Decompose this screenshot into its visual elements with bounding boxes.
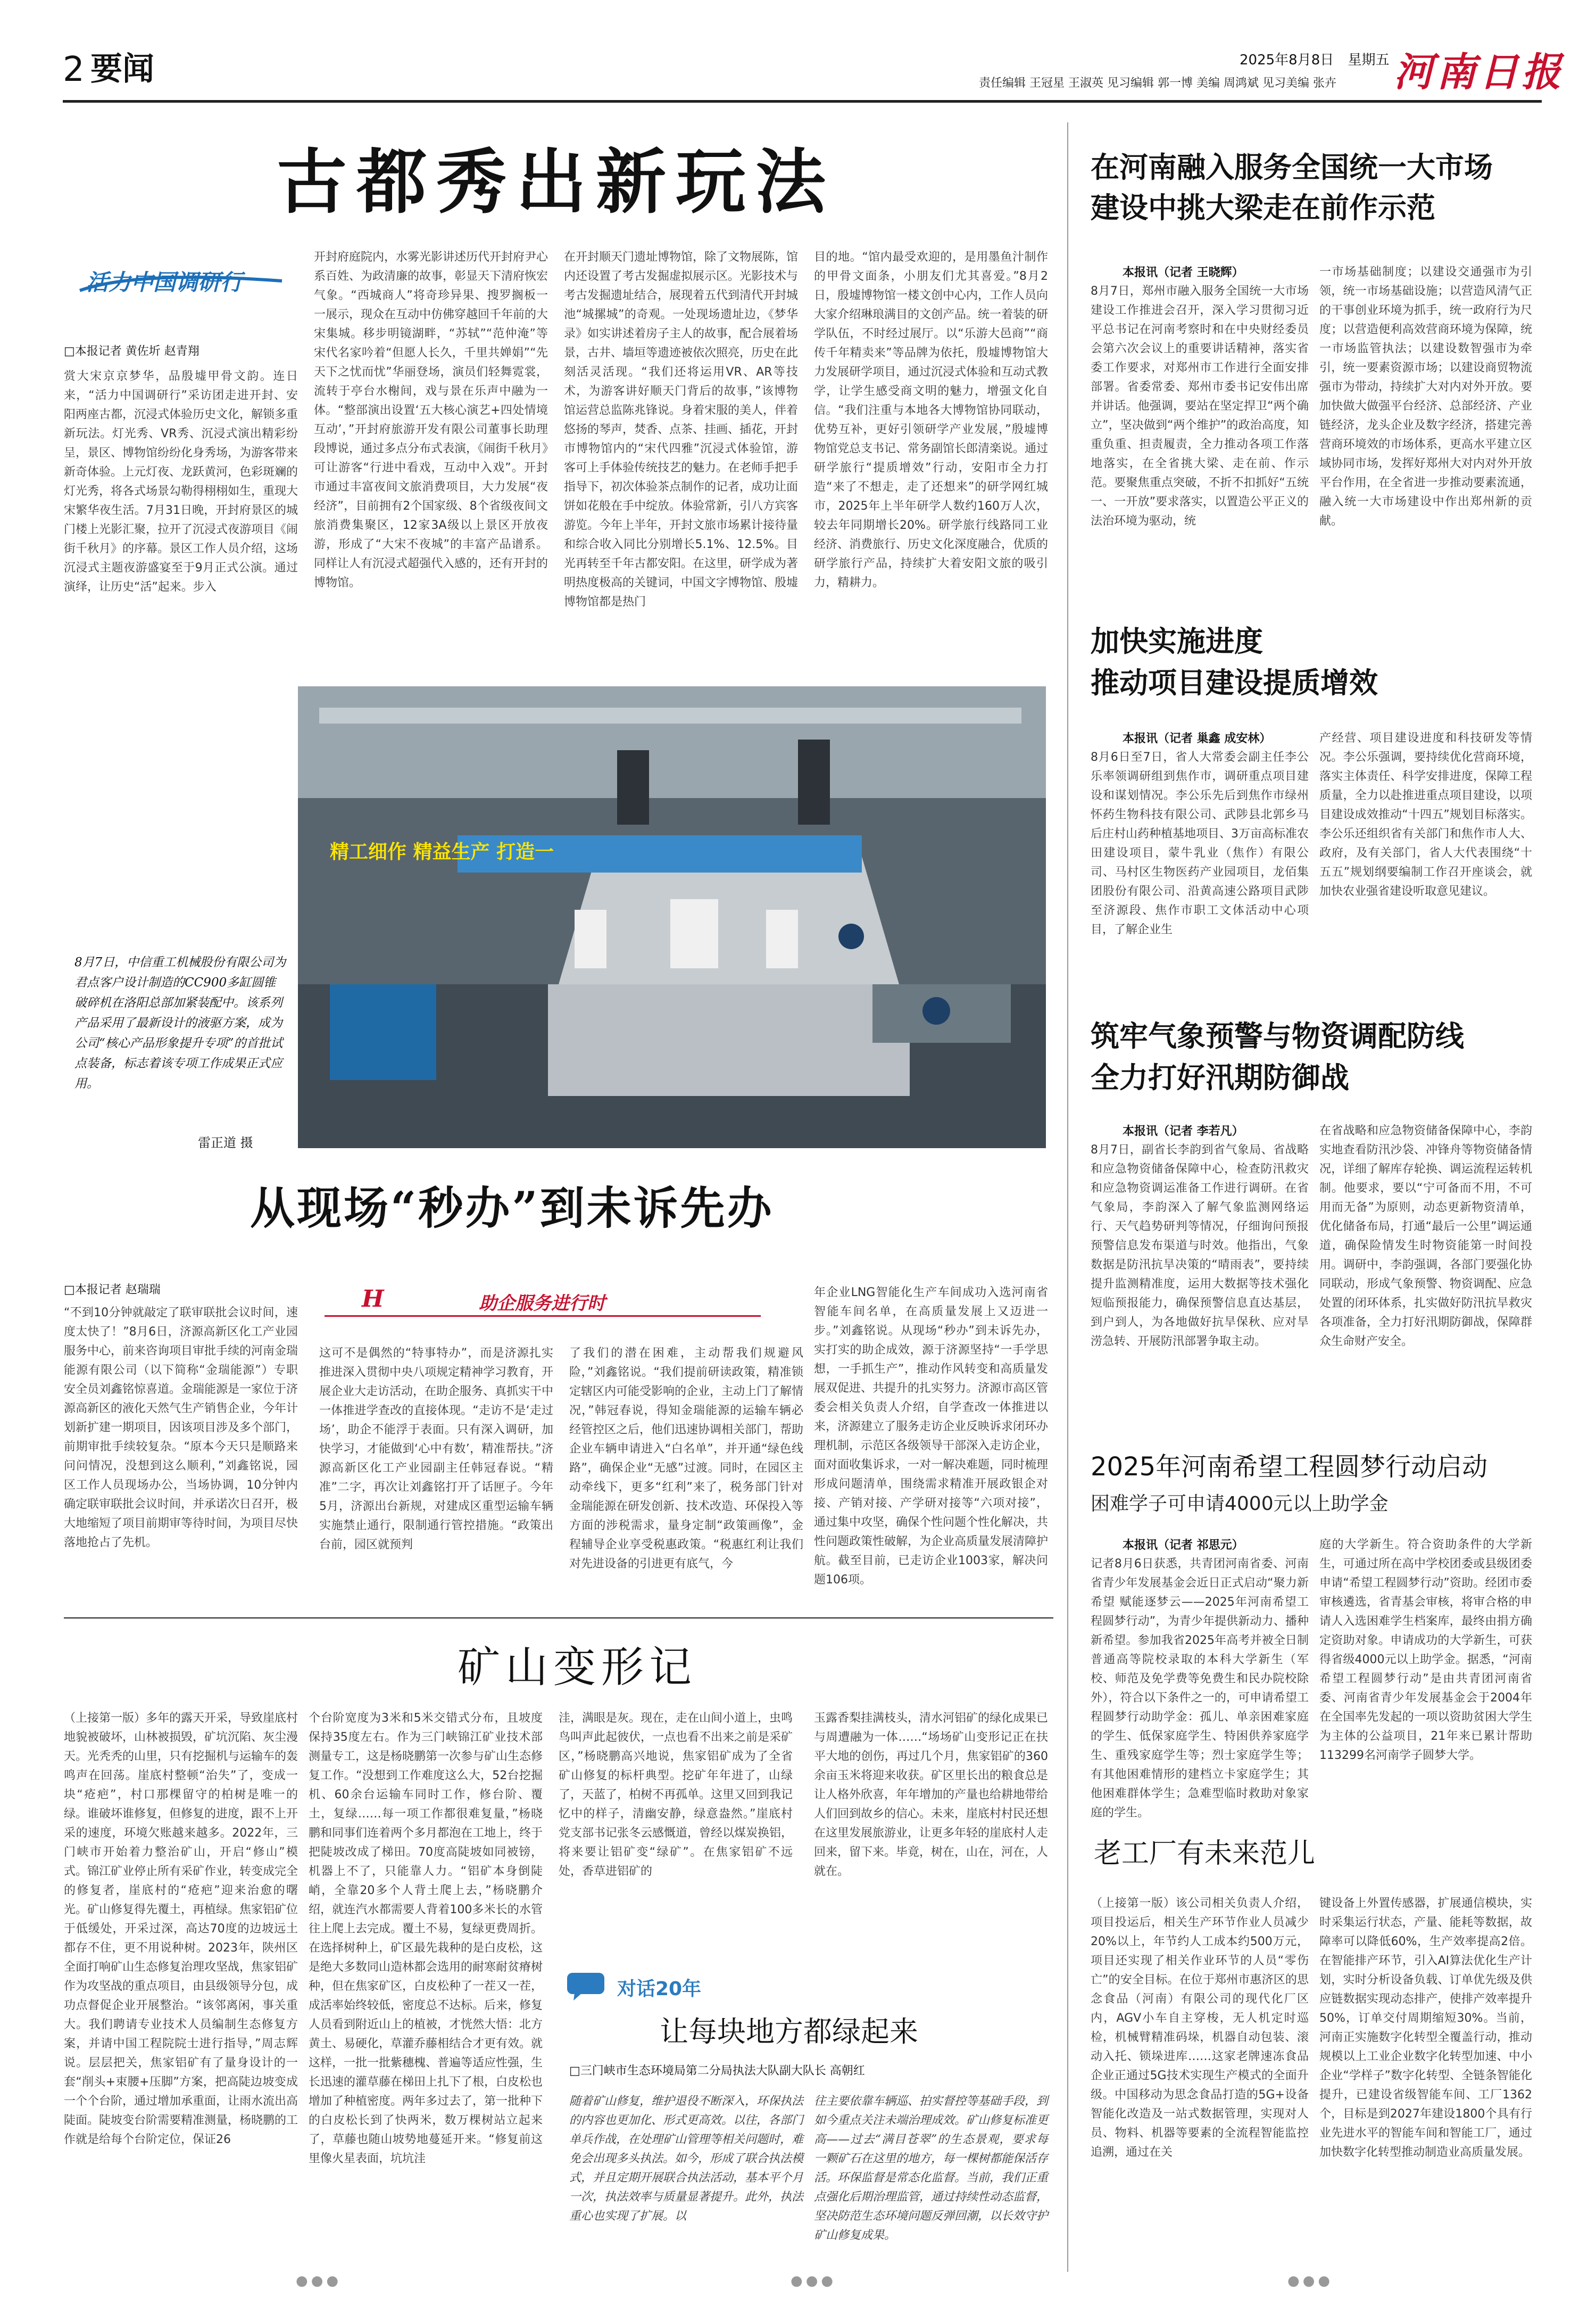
editor-credits: 责任编辑 王冠星 王淑英 见习编辑 郭一博 美编 周鸿斌 见习美编 张卉 xyxy=(979,77,1336,90)
footer-dot: ● xyxy=(311,2273,327,2289)
dialogue-headline: 让每块地方都绿起来 xyxy=(660,2015,918,2048)
story2-column-4: 年企业LNG智能化生产车间成功入选河南省智能车间名单，在高质量发展上又迈进一步。”刘鑫铭说。从现场“秒办”到未诉先办，实打实的助企成效，源于济源坚持“一手学思想，一手抓生产”，推动作风转变和高质量发展双促进、共提升的扎实努力。济源市高区管委会相关负责人介绍，自学查改一体推进以来，济源建立了服务走访企业反映诉求闭环办理机制，示范区各级领导干部深入走访企业，面对面收集诉求，一对一解决难题，同时梳理形成问题清单，围绕需求精准开展政银企对接、产销对接、产学研对接等“六项对接”，通过集中攻坚，确保个性问题个性化解决，共性问题政策性破解，为企业高质量发展清障护航。截至目前，已走访企业1003家，解决问题106项。 xyxy=(814,1286,1049,1587)
machine-illustration xyxy=(298,686,1046,1148)
date-text: 2025年8月8日 xyxy=(1240,52,1334,68)
side4-subheadline: 困难学子可申请4000元以上助学金 xyxy=(1091,1493,1389,1515)
side5-column-2: 键设备上外置传感器，扩展通信模块，实时采集运行状态，产量、能耗等数据，故障率可以降低60%，生产效率提高2倍。在智能排产环节，引入AI算法优化生产计划，实时分析设备负载、订单优先级及供应链数据实现动态排产，使排产效率提升50%，订单交付周期缩短30%。当前，河南正实施数字化转型全覆盖行动，推动规模以上工业企业数字化转型加速、中小企业“学样子”数字化转型、全链条智能化提升，已建设省级智能车间、工厂1362个，目标是到2027年建设1800个具有行业先进水平的智能车间和智能工厂，通过加快数字化转型推动制造业高质量发展。 xyxy=(1319,1897,1532,2159)
paper-logo: 河南日报 xyxy=(1394,49,1564,95)
footer-dot: ● xyxy=(296,2273,311,2289)
lead-headline: 古都秀出新玩法 xyxy=(277,141,835,223)
side2-headline-line2: 推动项目建设提质增效 xyxy=(1091,666,1378,700)
lead-byline: □本报记者 黄佐圻 赵青翔 xyxy=(64,345,200,358)
side2-headline-line1: 加快实施进度 xyxy=(1091,625,1263,658)
footer-dot: ● xyxy=(1318,2273,1334,2289)
side1-headline-line2: 建设中挑大梁走在前作示范 xyxy=(1091,191,1435,225)
story3-headline: 矿山变形记 xyxy=(458,1642,697,1692)
photo-credit: 雷正道 摄 xyxy=(198,1135,253,1150)
lead-column-2: 开封府庭院内，水雾光影讲述历代开封府尹心系百姓、为政清廉的故事，彰显天下清府恢宏气象。“西城商人”将奇珍异果、搜罗搁板一一展示，现众在互动中仿佛穿越回千年前的大宋集城。移步明镜湖畔，“苏轼”“范仲淹”等宋代名家吟着“但愿人长久，千里共婵娟”“先天下之忧而忧”华丽登场，演员们轻舞霓裳，流转于亭台水榭间，戏与景在乐声中融为一体。“整部演出设置‘五大核心演艺+四处情境互动’，”开封府旅游开发有限公司董事长助理段博说，通过多点分布式表演，《闹街千秋月》可让游客“行进中看戏，互动中入戏”。开封市通过丰富夜间文旅消费项目，大力发展“夜经济”，目前拥有2个国家级、8个省级夜间文旅消费集聚区，12家3A级以上景区开放夜游，形成了“大宋不夜城”的丰富产品谱系。同样让人有沉浸式超强代入感的，还有开封的博物馆。 xyxy=(314,251,548,590)
footer-dot-left-group xyxy=(296,2273,342,2289)
section-label: 要闻 xyxy=(90,51,154,88)
story3-column-4: 玉露香梨挂满枝头，清水河铝矿的绿化成果已与周遭融为一体……“场场矿山变形记正在扶平大地的创伤，再过几个月，焦家铝矿的360余亩玉米将迎来收获。矿区里长出的粮食总是让人格外欣喜，年年增加的产量也给耕地带给人们回到故乡的信心。未来，崖底村村民还想在这里发展旅游业，让更多年轻的崖底村人走回来，留下来。毕竟，树在，山在，河在，人就在。 xyxy=(814,1712,1049,1878)
side1-column-1: 8月7日，郑州市融入服务全国统一大市场建设工作推进会召开，深入学习贯彻习近平总书记在河南考察时和在中央财经委员会第六次会议上的重要讲话精神，落实省委工作要求，对郑州市工作进行全面安排部署。省委常委、郑州市委书记安伟出席并讲话。他强调，要站在坚定捍卫“两个确立”，坚决做到“两个维护”的政治高度，知重负重、担责履责，全力推动各项工作落地落实，在全省挑大梁、走在前、作示范。要聚焦重点突破，不折不扣抓好“五统一、一开放”要求落实，以置造公平正义的法治环境为驱动，统 xyxy=(1091,285,1309,528)
story3-column-1: （上接第一版）多年的露天开采，导致崖底村地貌被破坏，山林被损毁，矿坑沉陷、灰尘漫天。光秃秃的山里，只有挖掘机与运输车的轰鸣声在回荡。崖底村整顿“治失”了，变成一块“疮疤”，村口那棵留守的柏树是唯一的绿。谁破坏谁修复，但修复的进度，跟不上开采的速度，环境欠账越来越多。2022年，三门峡市开始着力整治矿山，开启“修山”模式。锦江矿业停止所有采矿作业，转变成完全的修复者，崖底村的“疮疤”迎来治愈的曙光。矿山修复得先覆土，再植绿。焦家铝矿位于低缓处，开采过深，高达70度的边坡远土都存不住，更不用说种树。2023年，陕州区全面打响矿山生态修复治理攻坚战，焦家铝矿作为攻坚战的重点项目，由县级领导分包，成功点督促企业开展整治。“该邻离闲，事关重大。我们聘请专业技术人员编制生态修复方案，并请中国工程院院士进行指导，”周志辉说。层层把关，焦家铝矿有了量身设计的一套“削头+束腰+压脚”方案，把高陡边坡变成一个个台阶，通过增加承重面，让雨水流出高陡面。陡坡变台阶需要精准测量，杨晓鹏的工作就是给每个台阶定位，保证26 xyxy=(64,1712,298,2146)
footer-dot-right-group xyxy=(1287,2273,1333,2289)
story2-headline: 从现场“秒办”到未诉先办 xyxy=(250,1182,774,1234)
h-letter-icon: H xyxy=(362,1285,384,1313)
footer-dot: ● xyxy=(1287,2273,1303,2289)
side4-column-1: 记者8月6日获悉，共青团河南省委、河南省青少年发展基金会近日正式启动“聚力新希望 赋能逐梦云——2025年河南希望工程圆梦行动”，为青少年提供新动力、播种新希望。参加我省2025年高考并被全日制普通高等院校录取的本科大学新生（军校、师范及免学费等免费生和民办院校除外），符合以下条件之一的，可申请希望工程圆梦行动助学金：孤儿、单亲困难家庭的学生、低保家庭学生、特困供养家庭学生、重残家庭学生等；烈士家庭学生等；有其他困难情形的建档立卡家庭学生；其他困难群体学生；急难型临时救助对象家庭的学生。 xyxy=(1091,1557,1309,1820)
photo-banner: 精工细作 精益生产 打造一 xyxy=(330,841,554,863)
photo-frame xyxy=(298,686,1046,1148)
side3-column-2: 在省战略和应急物资储备保障中心，李韵实地查看防汛沙袋、冲锋舟等物资储备情况，详细了解库存轮换、调运流程运转机制。他要求，要以“宁可备而不用，不可用而无备”为原则，动态更新物资清单，优化储备布局，打通“最后一公里”调运通道，确保险情发生时物资能第一时间投用。调研中，李韵强调，各部门要强化协同联动，形成气象预警、物资调配、应急处置的闭环体系，扎实做好防汛抗旱救灾各项准备，全力打好汛期防御战，保障群众生命财产安全。 xyxy=(1319,1124,1532,1348)
story2-column-2: 这可不是偶然的“特事特办”，而是济源扎实推进深入贯彻中央八项规定精神学习教育，开展企业大走访活动，在助企服务、真抓实干中一体推进学查改的直接体现。“走访不是‘走过场’，助企不能浮于表面。只有深入调研，加快学习，才能做到‘心中有数’，精准帮扶。”济源高新区化工产业园副主任韩冠春说。“精准”二字，再次让刘鑫铭打开了话匣子。今年5月，济源出台新规，对建成区重型运输车辆实施禁止通行，限制通行管控措施。“政策出台前，园区就预判 xyxy=(319,1347,554,1551)
side1-column-2: 一市场基础制度；以建设交通强市为引领，统一市场基础设施；以营造风清气正的干事创业环境为抓手，统一政府行为尺度；以营造便利高效营商环境为保障，统一市场监管执法；以建设数智强市为牵引，统一要素资源市场；以建设商贸物流强市为带动，持续扩大对内对外开放。要加快做大做强平台经济、总部经济、产业链经济，龙头企业及数字经济，搭建完善营商环境效的市场体系，更高水平建立区域协同市场，发挥好郑州大对内对外开放平台作用，在全省进一步推动要素流通，融入统一大市场建设中作出郑州新的贡献。 xyxy=(1319,265,1532,528)
side4-column-2: 庭的大学新生。符合资助条件的大学新生，可通过所在高中学校团委或县级团委申请“希望工程圆梦行动”资助。经团市委审核遴选，省青基会审核，将审合格的申请人入选困难学生档案库，最终由捐方确定资助对象。申请成功的大学新生，可获得省级4000元以上助学金。据悉，“河南希望工程圆梦行动”是由共青团河南省委、河南省青少年发展基金会于2004年在全国率先发起的一项以资助贫困大学生为主体的公益项目，21年来已累计帮助113299名河南学子圆梦大学。 xyxy=(1319,1538,1532,1762)
side2-column-1: 8月6日至7日，省人大常委会副主任李公乐率领调研组到焦作市，调研重点项目建设和谋划情况。李公乐先后到焦作市绿州怀药生物科技有限公司、武陟县北郭乡马后庄村山药种植基地项目、3万亩高标准农田建设项目，蒙牛乳业（焦作）有限公司、马村区生物医药产业园项目，龙佰集团股份有限公司、沿黄高速公路项目武陟至济源段、焦作市职工文体活动中心项目，了解企业生 xyxy=(1091,751,1309,936)
dialogue-column-1: 随着矿山修复，维护退役不断深入，环保执法的内容也更加化、形式更高效。以往，各部门单兵作战，在处理矿山管理等相关问题时，难免会出现多头执法。如今，形成了联合执法模式，并且定期开展联合执法活动，基本平个月一次，执法效率与质量显著提升。此外，执法重心也实现了扩展。以 xyxy=(569,2095,804,2223)
service-column-logo xyxy=(325,1283,761,1317)
column-logo-text: 活力中国调研行 xyxy=(86,269,243,295)
service-logo-text: 助企服务进行时 xyxy=(479,1293,605,1314)
side2-byline: 本报讯（记者 巢鑫 成安林） xyxy=(1123,732,1271,745)
side4-headline: 2025年河南希望工程圆梦行动启动 xyxy=(1091,1452,1488,1482)
issue-date xyxy=(1240,51,1390,69)
story2-bottom-rule xyxy=(64,1617,1053,1618)
side3-column-1: 8月7日，副省长李韵到省气象局、省战略和应急物资储备保障中心，检查防汛救灾和应急物资调运准备工作进行调研。在省气象局，李韵深入了解气象监测网络运行、天气趋势研判等情况，仔细询问预报预警信息发布渠道与时效。他指出，气象数据是防汛抗旱决策的“晴雨表”，要持续提升监测精准度，运用大数据等技术强化短临预报能力，确保预警信息直达基层，到户到人，为各地做好抗旱保秋、应对旱涝急转、开展防汛部署争取主动。 xyxy=(1091,1143,1309,1348)
footer-dot: ● xyxy=(791,2273,806,2289)
footer-dot: ● xyxy=(821,2273,837,2289)
side4-byline: 本报讯（记者 祁思元） xyxy=(1123,1539,1244,1552)
dialogue-logo xyxy=(564,1969,787,2003)
column-logo-research xyxy=(74,260,287,301)
side3-headline-line1: 筑牢气象预警与物资调配防线 xyxy=(1091,1019,1464,1053)
dialogue-logo-text: 对话20年 xyxy=(617,1978,702,2000)
story2-column-1: “不到10分钟就敲定了联审联批会议时间，速度太快了！”8月6日，济源高新区化工产业园服务中心，前来咨询项目审批手续的河南金瑞能源有限公司（以下简称“金瑞能源”）专职安全员刘鑫铭惊喜道。金瑞能源是一家位于济源高新区的液化天然气生产销售企业，今年计划新扩建一期项目，因该项目涉及多个部门，前期审批手续较复杂。“原本今天只是顺路来问问情况，没想到这么顺利，”刘鑫铭说，园区工作人员现场办公，当场协调，10分钟内确定联审联批会议时间，并承诺次日召开，极大地缩短了项目前期审等待时间，为项目尽快落地抢占了先机。 xyxy=(64,1306,298,1549)
side5-column-1: （上接第一版）该公司相关负责人介绍，项目投运后，相关生产环节作业人员减少20%以上，年节约人工成本约500万元，项目还实现了相关作业环节的人员“零伤亡”的安全目标。在位于郑州市惠济区的思念食品（河南）有限公司的现代化厂区内，AGV小车自主穿梭，无人机定时巡检，机械臂精准码垛，机器自动包装、滚动入托、锁垛进库……这家老牌速冻食品企业正通过5G技术实现生产模式的全面升级。中国移动为思念食品打造的5G+设备智能化改造及一站式数据管理，实现对人员、物料、机器等要素的全流程智能监控追溯，通过在关 xyxy=(1091,1897,1309,2159)
footer-dot-center-group xyxy=(791,2273,836,2289)
footer-dot: ● xyxy=(1302,2273,1318,2289)
lead-column-1: 赏大宋京京梦华，品殷墟甲骨文韵。连日来，“活力中国调研行”采访团走进开封、安阳两座古都，沉浸式体验历史文化，解锁多重新玩法。灯光秀、VR秀、沉浸式演出精彩纷呈，景区、博物馆纷纷化身秀场，为游客带来新奇体验。上元灯夜、龙跃黄河，色彩斑斓的灯光秀，将各式场景勾勒得栩栩如生，重现大宋繁华夜生活。7月31日晚，开封府景区的城门楼上光影汇聚，拉开了沉浸式夜游项目《闹街千秋月》的序幕。景区工作人员介绍，这场沉浸式主题夜游盛宴至于9月正式公演。通过演绎，让历史“活”起来。步入 xyxy=(64,370,298,594)
side2-column-2: 产经营、项目建设进度和科技研发等情况。李公乐强调，要持续优化营商环境，落实主体责任、科学安排进度，保障工程质量，全力以赴推进重点项目建设，以项目建设成效推动“十四五”规划目标落实。李公乐还组织省有关部门和焦作市人大、政府，及有关部门，省人大代表围绕“十五五”规划纲要编制工作召开座谈会，就加快农业强省建设听取意见建议。 xyxy=(1319,732,1532,898)
side3-headline-line2: 全力打好汛期防御战 xyxy=(1091,1061,1349,1094)
masthead-rule xyxy=(63,100,1542,103)
lead-column-4: 目的地。“馆内最受欢迎的，是用墨鱼汁制作的甲骨文面条，小朋友们尤其喜爱。”8月2日，殷墟博物馆一楼文创中心内，工作人员向大家介绍琳琅满目的文创产品。统一着装的研学队伍，不时经过展厅。以“乐游大邑商”“商传千年精卖来”等品牌为依托，殷墟博物馆大力发展研学项目，通过沉浸式体验和互动式教学，让学生感受商文明的魅力，增强文化自信。“我们注重与本地各大博物馆协同联动，优势互补，更好引领研学产业发展，”殷墟博物馆党总支书记、常务副馆长郎清楽说。通过研学旅行“提质增效”行动，安阳市全力打造“来了不想走，走了还想来”的研学网红城市，2025年上半年研学人数约160万人次，较去年同期增长20%。研学旅行线路同工业经济、消费旅行、历史文化深度融合，优质的研学旅行产品，持续扩大着安阳文旅的吸引力，精耕力。 xyxy=(814,251,1049,590)
side5-headline: 老工厂有未来范儿 xyxy=(1094,1838,1316,1870)
story3-column-2: 个台阶宽度为3米和5米交错式分布，且坡度保持35度左右。作为三门峡锦江矿业技术部测量专工，这是杨晓鹏第一次参与矿山生态修复工作。“没想到工作难度这么大，52台挖掘机、60余台运输车同时工作，修台阶、覆土，复绿……每一项工作都很难复量，”杨晓鹏和同事们连着两个多月都泡在工地上，终于把陡坡改成了梯田。70度高陡坡如同被镑，机器上不了，只能靠人力。“铝矿本身倒陡峭，全靠20多个人背土爬上去，”杨晓鹏介绍，就连汽水都需要人背着100多米长的水管往上爬上去完成。覆土不易，复绿更费周折。在选择树种上，矿区最先栽种的是白皮松，这是绝大多数同山造林都会选用的耐寒耐贫瘠树种，但在焦家矿区，白皮松种了一茬又一茬，成活率始终较低，密度总不达标。后来，修复人员看到附近山上的植被，才恍然大悟：北方黄土、易硬化，草灌乔藤相结合才更有效。就这样，一批一批紫穗槐、普遍等适应性强，生长迅速的灌草藤在梯田上扎下了根，白皮松也增加了种植密度。两年多过去了，第一批种下的白皮松长到了快两米，数万棵树站立起来了，草藤也随山坡势地蔓延开来。“修复前这里像火星表面，坑坑洼 xyxy=(309,1712,543,2165)
side1-byline: 本报讯（记者 王晓辉） xyxy=(1123,266,1244,279)
right-column-divider xyxy=(1067,122,1068,2272)
footer-dot: ● xyxy=(326,2273,342,2289)
footer-dot: ● xyxy=(805,2273,821,2289)
dialogue-column-2: 往主要依靠车辆巡、拍实督控等基础手段，到如今重点关注未端治理成效。矿山修复标准更高——过去“满目苍翠”的生态景观，要求每一颗矿石在这里的地方，每一棵树都能保活存活。环保监督是常态化监督。当前，我们正重点强化后期治理监管，通过持续性动态监督，坚决防范生态环境问题反弹回潮，以长效守护矿山修复成果。 xyxy=(814,2095,1049,2242)
lead-column-3: 在开封顺天门遗址博物馆，除了文物展陈，馆内还设置了考古发掘虚拟展示区。光影技术与考古发掘遗址结合，展现着五代到清代开封城池“城摞城”的奇观。一处现场遗址边，《梦华录》如实讲述着房子主人的故事，配合展着场景，古井、墙垣等遗迹被依次照亮，历史在此刻活灵活现。“我们还将运用VR、AR等技术，为游客讲好顺天门背后的故事，”该博物馆运营总监陈兆锋说。身着宋服的美人，伴着悠扬的琴声，焚香、点茶、挂画、插花，开封市博物馆内的“宋代四雅”沉浸式体验馆，游客可上手体验传统技艺的魅力。在老师手把手指导下，初次体验茶点制作的记者，成功让面饼如花般在手中绽放。体验常新，引八方宾客游览。今年上半年，开封文旅市场累计接待量和综合收入同比分别增长5.1%、12.5%。目光再转至千年古都安阳。在这里，研学成为著明热度极高的关键词，中国文字博物馆、殷墟博物馆都是热门 xyxy=(564,251,799,609)
page-number: 2 xyxy=(63,50,85,89)
story2-column-3: 了我们的潜在困难，主动帮我们规避风险，”刘鑫铭说。“我们提前研读政策，精准锁定辖区内可能受影响的企业，主动上门了解情况，”韩冠春说，得知金瑞能源的运输车辆必经管控区之后，他们迅速协调相关部门，帮助企业车辆申请进入“白名单”，并开通“绿色线路”，确保企业“无感”过渡。同时，在园区主动牵线下，更多“红利”来了，税务部门针对金瑞能源在研发创新、技术改造、环保投入等方面的涉税需求，量身定制“政策画像”，金程辅导企业享受税惠政策。“税惠红利让我们对先进设备的引进更有底气，今 xyxy=(569,1347,804,1571)
speech-bubble-icon xyxy=(564,1969,612,2003)
photo-caption: 8月7日，中信重工机械股份有限公司为君点客户设计制造的CC900多缸圆锥破碎机在洛阳总部加紧装配中。该系列产品采用了最新设计的液驱方案，成为公司“核心产品形象提升专项”的首批试点装备，标志着该专项工作成果正式应用。 xyxy=(74,956,286,1091)
story3-column-3: 洼，满眼是灰。现在，走在山间小道上，虫鸣鸟叫声此起彼伏，一点也看不出来之前是采矿区，”杨晓鹏高兴地说，焦家铝矿成为了全省矿山修复的标杆典型。挖矿年年进了，山绿了，天蓝了，柏树不再孤单。这里又回到我记忆中的样子，清幽安静，绿意盎然。”崖底村党支部书记张冬云感慨道，曾经以煤炭换铝，将来要让铝矿变“绿矿”。在焦家铝矿不远处，香草进铝矿的 xyxy=(559,1712,793,1878)
story2-byline: □本报记者 赵瑞瑞 xyxy=(64,1283,161,1297)
side1-headline-line1: 在河南融入服务全国统一大市场 xyxy=(1091,151,1493,184)
weekday-text: 星期五 xyxy=(1348,52,1390,68)
dialogue-byline: □三门峡市生态环境局第二分局执法大队副大队长 高朝红 xyxy=(569,2064,865,2078)
side3-byline: 本报讯（记者 李若凡） xyxy=(1123,1125,1244,1138)
